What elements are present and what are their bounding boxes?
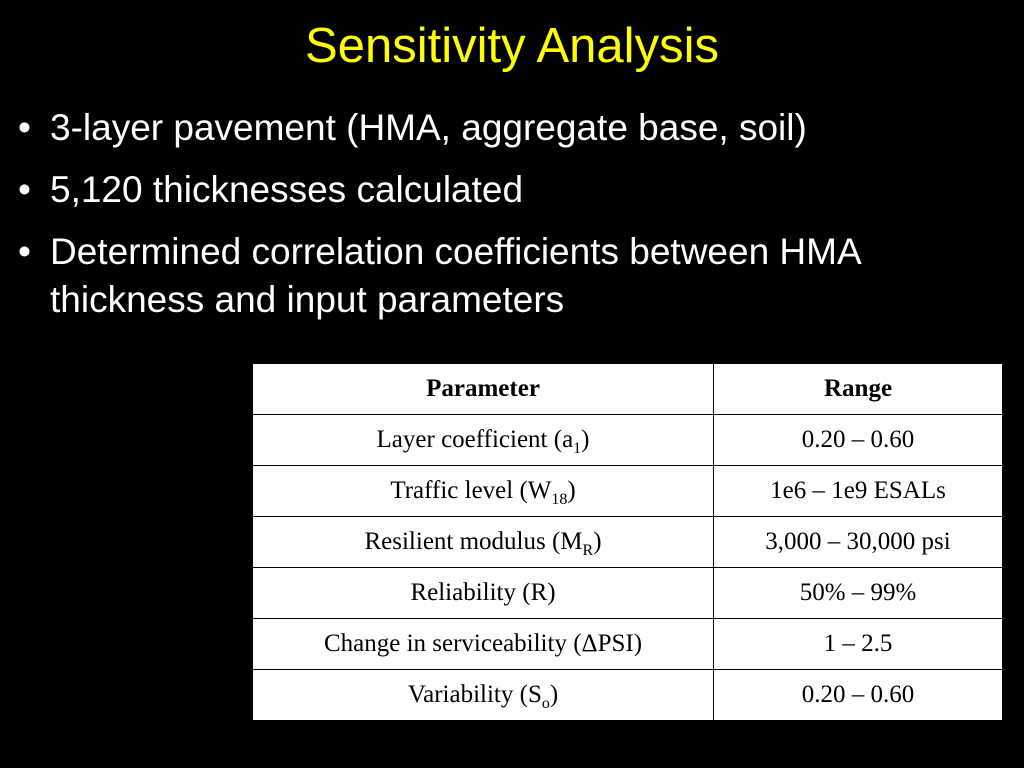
bullet-text: 5,120 thicknesses calculated bbox=[50, 169, 524, 210]
bullet-icon: • bbox=[18, 169, 31, 210]
bullet-item bbox=[18, 166, 998, 214]
parameter-table bbox=[252, 363, 1003, 721]
bullet-list bbox=[18, 104, 998, 338]
header-parameter: Parameter bbox=[253, 364, 714, 415]
table-row bbox=[253, 415, 1003, 466]
parameter-cell bbox=[253, 568, 714, 619]
table-header-row bbox=[253, 364, 1003, 415]
parameter-cell bbox=[253, 466, 714, 517]
parameter-close: ) bbox=[549, 681, 559, 708]
parameter-name: Traffic level (W bbox=[390, 477, 552, 504]
bullet-item bbox=[18, 104, 998, 152]
parameter-close: ) bbox=[581, 426, 590, 453]
table-row bbox=[253, 517, 1003, 568]
parameter-close: ) bbox=[593, 528, 602, 555]
parameter-cell bbox=[253, 670, 714, 721]
range-cell: 0.20 – 0.60 bbox=[714, 415, 1003, 466]
bullet-icon: • bbox=[18, 231, 31, 272]
parameter-cell bbox=[253, 415, 714, 466]
parameter-close: ) bbox=[567, 477, 576, 504]
range-cell: 3,000 – 30,000 psi bbox=[714, 517, 1003, 568]
parameter-subscript: R bbox=[582, 542, 594, 559]
bullet-text: 3-layer pavement (HMA, aggregate base, soil) bbox=[50, 107, 807, 148]
parameter-cell bbox=[253, 619, 714, 670]
parameter-subscript: 18 bbox=[551, 491, 568, 508]
table-row bbox=[253, 619, 1003, 670]
bullet-item bbox=[18, 228, 998, 324]
parameter-name: Layer coefficient (a bbox=[376, 426, 574, 453]
bullet-text: Determined correlation coefficients between HMA thickness and input parameters bbox=[50, 231, 860, 320]
header-range: Range bbox=[714, 364, 1003, 415]
table-row bbox=[253, 466, 1003, 517]
range-cell: 0.20 – 0.60 bbox=[714, 670, 1003, 721]
parameter-subscript: 1 bbox=[573, 440, 582, 457]
range-cell: 1e6 – 1e9 ESALs bbox=[714, 466, 1003, 517]
slide-title: Sensitivity Analysis bbox=[305, 19, 719, 73]
bullet-icon: • bbox=[18, 107, 31, 148]
table-row bbox=[253, 670, 1003, 721]
parameter-name: Resilient modulus (M bbox=[364, 528, 583, 555]
parameter-subscript: o bbox=[541, 695, 550, 712]
parameter-name: Reliability (R) bbox=[410, 579, 556, 606]
parameter-cell bbox=[253, 517, 714, 568]
parameter-name: Change in serviceability (ΔPSI) bbox=[323, 630, 643, 657]
parameter-name: Variability (S bbox=[407, 681, 542, 708]
range-cell: 1 – 2.5 bbox=[714, 619, 1003, 670]
range-cell: 50% – 99% bbox=[714, 568, 1003, 619]
table-row bbox=[253, 568, 1003, 619]
